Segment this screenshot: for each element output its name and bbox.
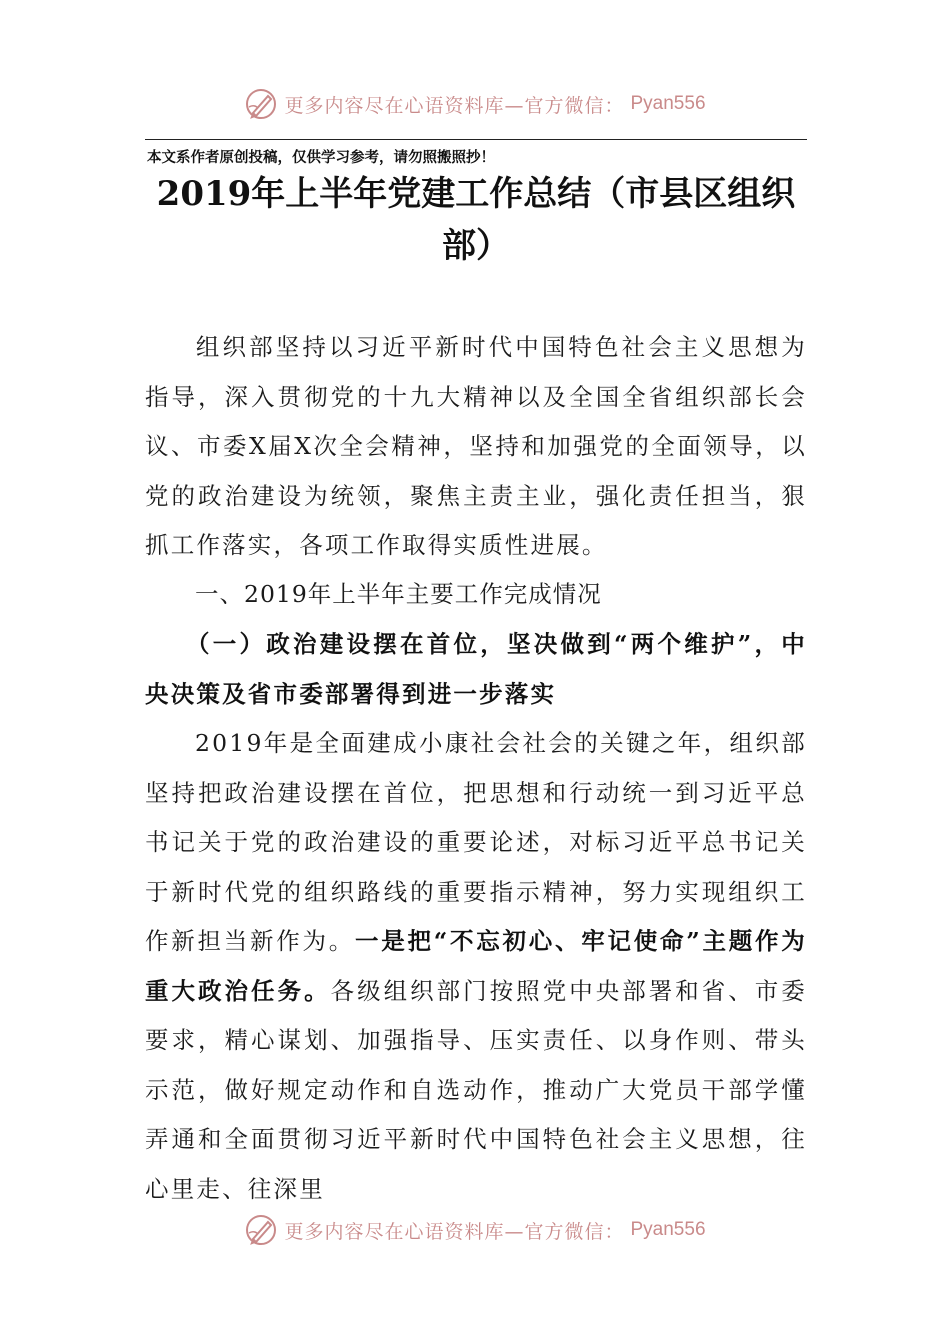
subsection-heading-text: （一）政治建设摆在首位，坚决做到“两个维护”，中央决策及省市委部署得到进一步落实 xyxy=(145,630,807,708)
pen-logo-icon xyxy=(244,87,278,121)
watermark-handle: Pyan556 xyxy=(630,93,706,114)
watermark-header xyxy=(0,84,950,124)
section-heading: 一、2019年上半年主要工作完成情况 xyxy=(195,580,602,608)
watermark-footer xyxy=(0,1210,950,1250)
watermark-text: 更多内容尽在心语资料库—官方微信： xyxy=(284,94,625,117)
intro-paragraph xyxy=(145,323,807,571)
copyright-notice: 本文系作者原创投稿，仅供学习参考，请勿照搬照抄！ xyxy=(147,149,495,166)
intro-text: 组织部坚持以习近平新时代中国特色社会主义思想为指导，深入贯彻党的十九大精神以及全国全省组织部长会议、市委X届X次全会精神，坚持和加强党的全面领导，以党的政治建设为统领，聚焦主责主业，强化责任担当，狠抓工作落实，各项工作取得实质性进展。 xyxy=(145,333,807,559)
document-title: 2019年上半年党建工作总结（市县区组织部） xyxy=(156,174,796,266)
paragraph-start: 2019年是全面建成小康社会社会的关键之年，组织部坚持把政治建设摆在首位，把思想和行动统一到习近平总书记关于党的政治建设的重要论述，对标习近平总书记关于新时代党的组织路线的重要指示精神，努力实现组织工作新担当新作为。 xyxy=(145,729,807,955)
paragraph-bold-point: 一是把“不忘初心、牢记使命”主题作为重大政治任务。 xyxy=(145,927,807,1005)
subsection-heading xyxy=(145,620,807,719)
watermark-handle: Pyan556 xyxy=(630,1219,706,1240)
pen-logo-icon xyxy=(244,1213,278,1247)
watermark-text: 更多内容尽在心语资料库—官方微信： xyxy=(284,1220,625,1243)
header-divider xyxy=(145,139,807,140)
body-paragraph xyxy=(145,719,807,1214)
paragraph-end: 各级组织部门按照党中央部署和省、市委要求，精心谋划、加强指导、压实责任、以身作则、带头示范，做好规定动作和自选动作，推动广大党员干部学懂弄通和全面贯彻习近平新时代中国特色社会主义思想，往心里走、往深里 xyxy=(145,976,807,1203)
